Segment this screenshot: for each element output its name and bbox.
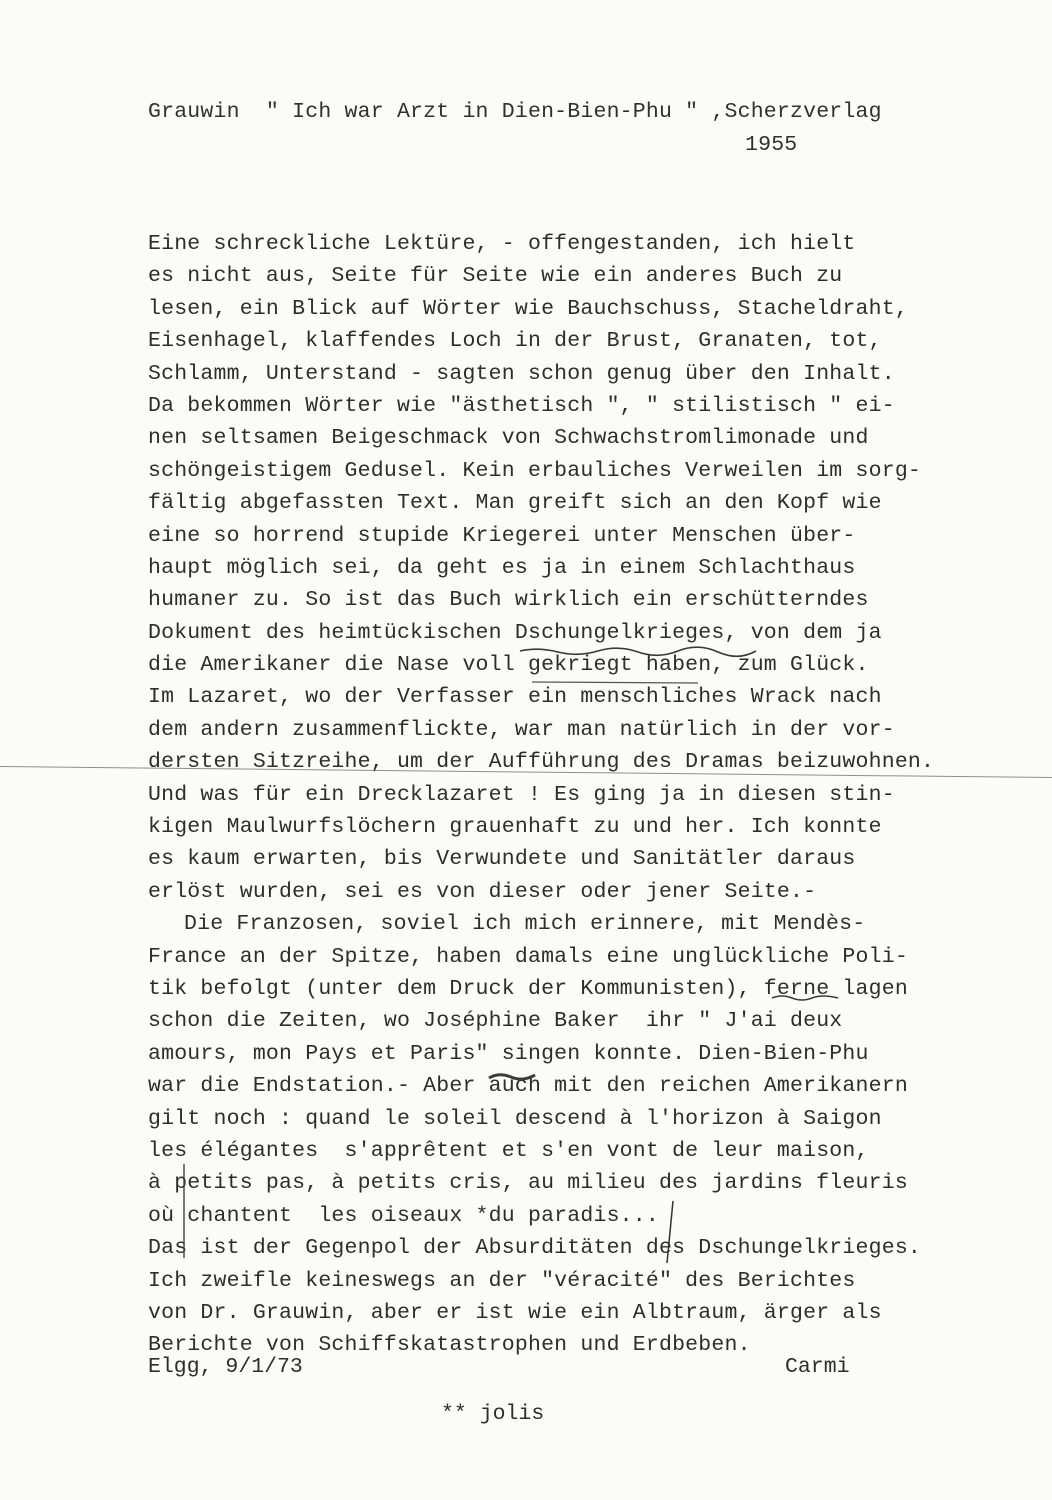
text-line: nen seltsamen Beigeschmack von Schwachstromlimonade und (148, 426, 869, 451)
text-line: es kaum erwarten, bis Verwundete und Sanitätler daraus (148, 847, 856, 872)
text-line: kigen Maulwurfslöchern grauenhaft zu und her. Ich konnte (148, 815, 882, 840)
text-line: à petits pas, à petits cris, au milieu des jardins fleuris (148, 1171, 908, 1196)
citation-header: Grauwin " Ich war Arzt in Dien-Bien-Phu " ,Scherzverlag (148, 100, 882, 124)
text-line: es nicht aus, Seite für Seite wie ein anderes Buch zu (148, 264, 843, 289)
publication-year: 1955 (745, 133, 798, 157)
text-line: Ich zweifle keineswegs an der "véracité" des Berichtes (148, 1268, 856, 1293)
text-line: dem andern zusammenflickte, war man natürlich in der vor- (148, 717, 895, 742)
text-line: Berichte von Schiffskatastrophen und Erdbeben. (148, 1333, 751, 1358)
text-line: Da bekommen Wörter wie "ästhetisch ", " stilistisch " ei- (148, 393, 895, 418)
text-line: schöngeistigem Gedusel. Kein erbauliches Verweilen im sorg- (148, 458, 922, 483)
text-line: Schlamm, Unterstand - sagten schon genug über den Inhalt. (148, 361, 895, 386)
insertion-caret-mark (655, 1195, 695, 1265)
text-line: tik befolgt (unter dem Druck der Kommunisten), ferne lagen (148, 976, 908, 1001)
text-line: humaner zu. So ist das Buch wirklich ein erschütterndes (148, 588, 869, 613)
text-line: Dokument des heimtückischen Dschungelkrieges, von dem ja (148, 620, 882, 645)
text-line: gilt noch : quand le soleil descend à l'horizon à Saigon (148, 1106, 882, 1131)
text-line: Eisenhagel, klaffendes Loch in der Brust, Granaten, tot, (148, 329, 882, 354)
text-line: les élégantes s'apprêtent et s'en vont de leur maison, (148, 1138, 869, 1163)
text-line: Im Lazaret, wo der Verfasser ein menschliches Wrack nach (148, 685, 882, 710)
text-line: France an der Spitze, haben damals eine unglückliche Poli- (148, 944, 908, 969)
text-line: schon die Zeiten, wo Joséphine Baker ihr " J'ai deux (148, 1009, 843, 1034)
text-line: war die Endstation.- Aber auch mit den reichen Amerikanern (148, 1074, 908, 1099)
text-line: haupt möglich sei, da geht es ja in einem Schlachthaus (148, 555, 856, 580)
place-and-date: Elgg, 9/1/73 (148, 1355, 303, 1379)
wavy-underline-mark (770, 993, 840, 1003)
text-line: Und was für ein Drecklazaret ! Es ging ja in diesen stin- (148, 782, 895, 807)
text-line: erlöst wurden, sei es von dieser oder jener Seite.- (148, 879, 817, 904)
text-line: dersten Sitzreihe, um der Aufführung des Dramas beizuwohnen. (148, 750, 935, 775)
text-line: Eine schreckliche Lektüre, - offengestanden, ich hielt (148, 232, 856, 256)
signature: Carmi (785, 1355, 850, 1379)
pencil-stroke-mark (176, 1160, 206, 1260)
text-line: Das ist der Gegenpol der Absurditäten des Dschungelkrieges. (148, 1236, 922, 1261)
text-line: amours, mon Pays et Paris" singen konnte. Dien-Bien-Phu (148, 1041, 869, 1066)
text-line: von Dr. Grauwin, aber er ist wie ein Albtraum, ärger als (148, 1300, 882, 1325)
wavy-underline-mark (518, 645, 758, 659)
text-line: fältig abgefassten Text. Man greift sich an den Kopf wie (148, 491, 882, 516)
letter-body (148, 228, 934, 1362)
underline-mark (530, 678, 700, 686)
text-line: lesen, ein Blick auf Wörter wie Bauchschuss, Stacheldraht, (148, 296, 908, 321)
text-line: Die Franzosen, soviel ich mich erinnere, mit Mendès- (184, 912, 866, 937)
text-line: où chantent les oiseaux *du paradis... (148, 1203, 659, 1228)
text-line: eine so horrend stupide Kriegerei unter Menschen über- (148, 523, 856, 548)
text-line: die Amerikaner die Nase voll gekriegt haben, zum Glück. (148, 653, 869, 678)
strike-through-mark (487, 1069, 537, 1083)
footnote: ** jolis (441, 1402, 545, 1426)
